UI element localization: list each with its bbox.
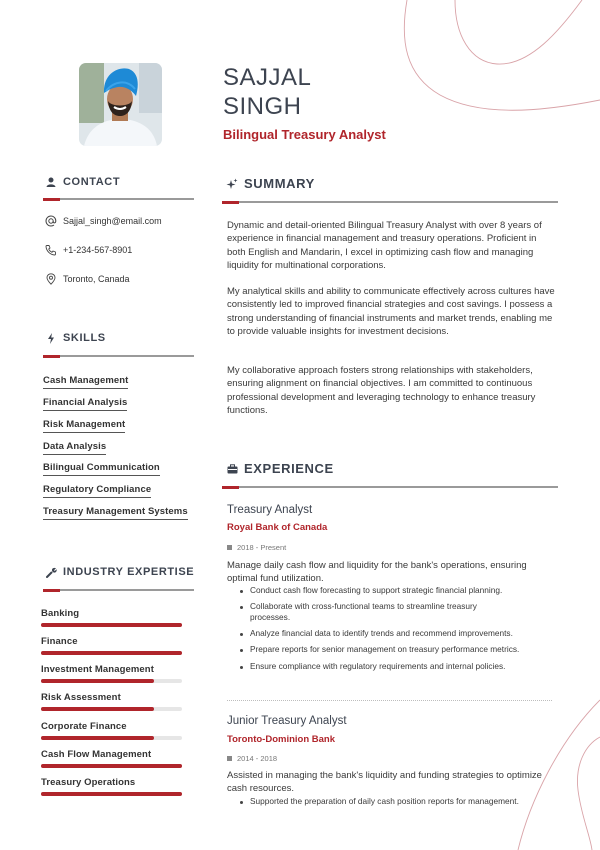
job-title: Treasury Analyst [227, 504, 313, 516]
expertise-title: INDUSTRY EXPERTISE [63, 566, 195, 578]
expertise-item [41, 664, 182, 683]
sparkle-icon [226, 178, 238, 190]
wrench-icon [45, 567, 57, 578]
expertise-label: Banking [41, 608, 80, 619]
skill-item: Treasury Management Systems [43, 506, 188, 520]
candidate-name [223, 63, 311, 121]
job-separator [227, 700, 552, 701]
calendar-icon [227, 756, 232, 761]
expertise-label: Investment Management [41, 664, 154, 675]
expertise-label: Treasury Operations [41, 777, 136, 788]
calendar-icon [227, 545, 232, 550]
job-role: Bilingual Treasury Analyst [223, 127, 386, 142]
expertise-bar [41, 707, 182, 711]
contact-location [45, 273, 130, 285]
job-bullet: Conduct cash flow forecasting to support strategic financial planning. [238, 585, 558, 596]
expertise-heading [45, 566, 194, 578]
expertise-bar [41, 679, 182, 683]
skills-heading [45, 332, 106, 344]
expertise-label: Corporate Finance [41, 721, 127, 732]
contact-title: CONTACT [63, 176, 121, 188]
skill-item: Cash Management [43, 375, 128, 389]
summary-title: SUMMARY [244, 176, 315, 191]
profile-photo [79, 63, 162, 146]
contact-heading [45, 176, 120, 188]
experience-heading [226, 461, 334, 476]
expertise-item [41, 749, 182, 768]
job-bullet: Ensure compliance with regulatory requirements and internal policies. [238, 661, 558, 672]
job-title: Junior Treasury Analyst [227, 715, 347, 727]
job-company: Royal Bank of Canada [227, 522, 328, 533]
expertise-bar-fill [41, 736, 154, 740]
expertise-item [41, 608, 182, 627]
job-bullets [238, 585, 558, 672]
expertise-bar [41, 651, 182, 655]
job-bullet: Prepare reports for senior management on treasury performance metrics. [238, 644, 558, 655]
job-bullet: Collaborate with cross-functional teams to streamline treasury processes. [238, 601, 558, 623]
expertise-bar-fill [41, 623, 182, 627]
person-icon [45, 177, 57, 187]
expertise-item [41, 636, 182, 655]
expertise-bar-fill [41, 679, 154, 683]
contact-location-text: Toronto, Canada [63, 274, 130, 284]
at-icon [45, 215, 57, 227]
job-company: Toronto-Dominion Bank [227, 734, 336, 745]
job-dates-text: 2018 - Present [237, 543, 287, 552]
expertise-label: Risk Assessment [41, 692, 121, 703]
expertise-bar-fill [41, 792, 182, 796]
skill-item: Regulatory Compliance [43, 484, 151, 498]
expertise-bar [41, 736, 182, 740]
summary-paragraph: My collaborative approach fosters strong relationships with stakeholders, ensuring alignment on financial objectives. I am committed to continuous professional development and leveraging technology to enhance treasury functions. [227, 365, 536, 416]
summary-paragraph: My analytical skills and ability to communicate effectively across cultures have consistently led to improved financial strategies and cost savings. I possess a strong understanding of financial instruments and market trends, enabling me to provide valuable insights for investment decisions. [227, 286, 555, 337]
experience-title: EXPERIENCE [244, 461, 334, 476]
expertise-bar [41, 764, 182, 768]
job-bullet: Analyze financial data to identify trends and recommend improvements. [238, 628, 558, 639]
summary-heading [226, 176, 315, 191]
contact-email-text: Sajjal_singh@email.com [63, 216, 162, 226]
expertise-bar-fill [41, 707, 154, 711]
phone-icon [45, 244, 57, 256]
expertise-bar [41, 623, 182, 627]
job-bullets [238, 796, 558, 807]
job-dates-text: 2014 - 2018 [237, 754, 278, 763]
location-pin-icon [45, 273, 57, 285]
expertise-bar [41, 792, 182, 796]
contact-phone[interactable] [45, 244, 132, 256]
name-first: SAJJAL [223, 64, 312, 91]
briefcase-icon [226, 464, 238, 474]
experience-divider [222, 486, 558, 488]
contact-divider [43, 198, 194, 200]
skills-divider [43, 355, 194, 357]
summary-paragraph: Dynamic and detail-oriented Bilingual Treasury Analyst with over 8 years of experience in financial management and treasury operations. Proficient in both English and Mandarin, I excel in optimizing cash flow and managing liquidity for multinational corporations. [227, 220, 542, 271]
expertise-divider [43, 589, 194, 591]
expertise-item [41, 777, 182, 796]
lightning-icon [45, 333, 57, 344]
contact-email[interactable] [45, 215, 162, 227]
skill-item: Financial Analysis [43, 397, 127, 411]
expertise-label: Cash Flow Management [41, 749, 152, 760]
summary-divider [222, 201, 558, 203]
job-dates [227, 754, 277, 763]
expertise-bar-fill [41, 764, 182, 768]
expertise-bar-fill [41, 651, 182, 655]
expertise-label: Finance [41, 636, 78, 647]
name-last: SINGH [223, 93, 302, 120]
job-description: Manage daily cash flow and liquidity for the bank's operations, ensuring optimal fund utilization. [227, 560, 527, 584]
expertise-item [41, 692, 182, 711]
skills-title: SKILLS [63, 332, 106, 344]
skill-item: Risk Management [43, 419, 125, 433]
expertise-item [41, 721, 182, 740]
contact-phone-text: +1-234-567-8901 [63, 245, 133, 255]
job-description: Assisted in managing the bank's liquidity and funding strategies to optimize cash resources. [227, 770, 542, 794]
job-dates [227, 543, 286, 552]
skill-item: Data Analysis [43, 441, 106, 455]
job-bullet: Supported the preparation of daily cash position reports for management. [238, 796, 558, 807]
skill-item: Bilingual Communication [43, 462, 160, 476]
